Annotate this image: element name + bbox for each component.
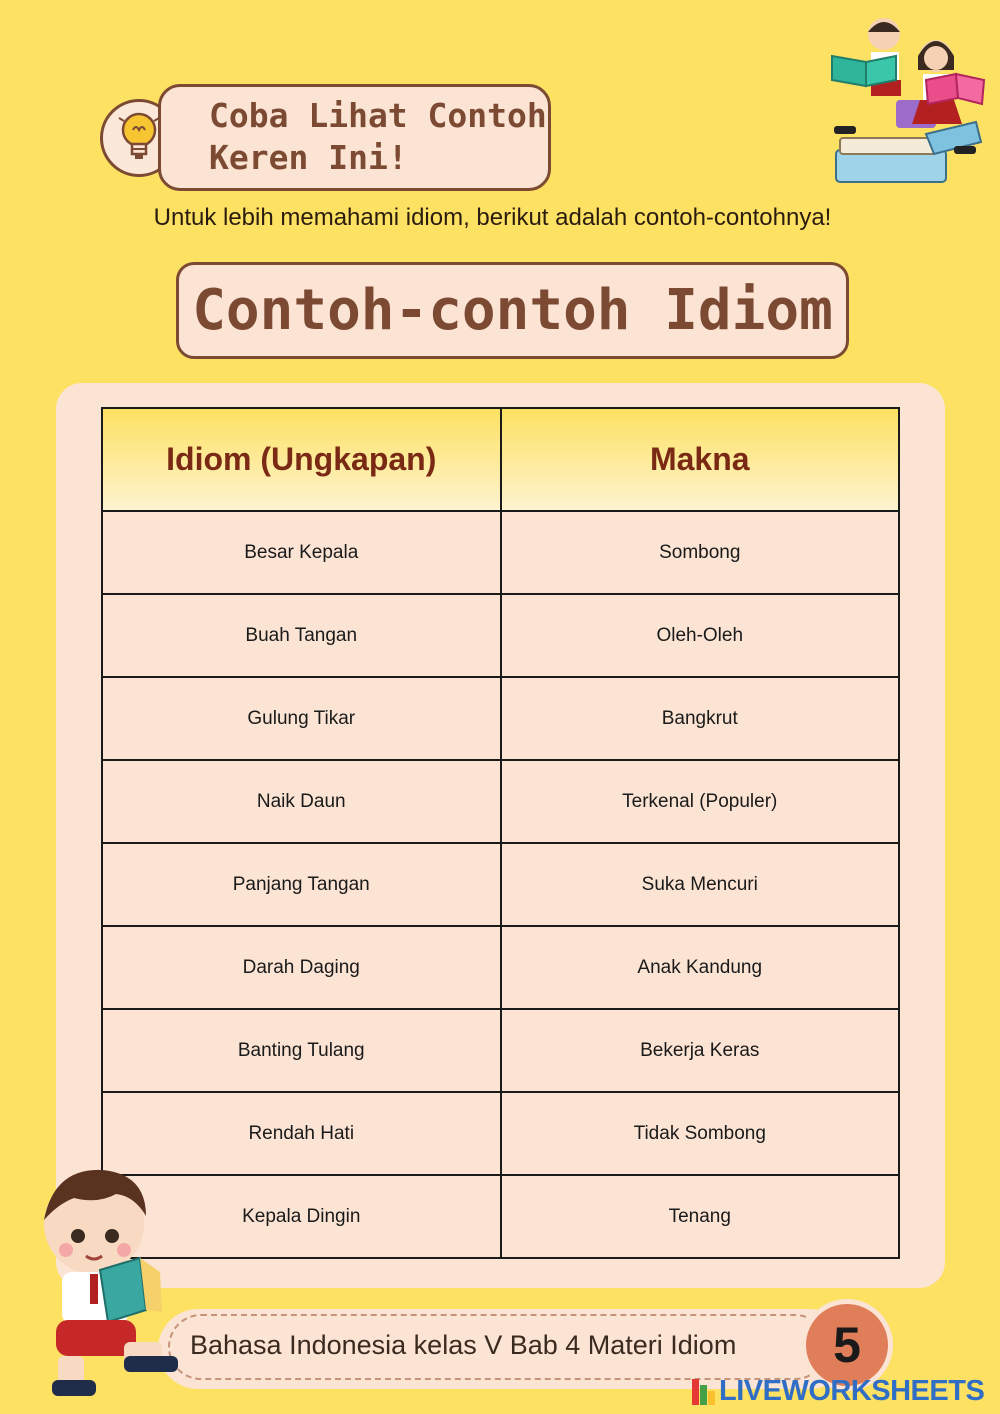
section-title-line2: Keren Ini!: [209, 138, 408, 177]
idiom-cell: Banting Tulang: [102, 1009, 501, 1092]
liveworksheets-watermark: [692, 1375, 984, 1408]
meaning-cell: Tenang: [501, 1175, 900, 1258]
table-row: [102, 843, 899, 926]
examples-heading-box: [176, 262, 849, 359]
page-number: 5: [806, 1304, 888, 1386]
section-title-line1: Coba Lihat Contoh: [209, 96, 547, 135]
meaning-cell: Terkenal (Populer): [501, 760, 900, 843]
meaning-cell: Anak Kandung: [501, 926, 900, 1009]
lightbulb-icon: [116, 110, 162, 166]
meaning-cell: Oleh-Oleh: [501, 594, 900, 677]
meaning-cell: Bangkrut: [501, 677, 900, 760]
reading-kids-illustration: [826, 14, 986, 186]
idiom-cell: Rendah Hati: [102, 1092, 501, 1175]
table-row: [102, 926, 899, 1009]
column-header-meaning: Makna: [501, 408, 900, 511]
boy-reading-illustration: [28, 1160, 178, 1400]
idiom-cell: Gulung Tikar: [102, 677, 501, 760]
meaning-cell: Tidak Sombong: [501, 1092, 900, 1175]
idiom-cell: Kepala Dingin: [102, 1175, 501, 1258]
idiom-table: [101, 407, 900, 1259]
examples-heading: Contoh-contoh Idiom: [192, 278, 833, 343]
idiom-cell: Panjang Tangan: [102, 843, 501, 926]
table-header-row: [102, 408, 899, 511]
table-row: [102, 1092, 899, 1175]
meaning-cell: Suka Mencuri: [501, 843, 900, 926]
watermark-text: LIVEWORKSHEETS: [719, 1375, 985, 1407]
idiom-cell: Darah Daging: [102, 926, 501, 1009]
liveworksheets-logo-icon: [692, 1379, 716, 1405]
idiom-cell: Besar Kepala: [102, 511, 501, 594]
table-row: [102, 1009, 899, 1092]
section-title-box: [158, 84, 551, 191]
meaning-cell: Sombong: [501, 511, 900, 594]
meaning-cell: Bekerja Keras: [501, 1009, 900, 1092]
table-row: [102, 594, 899, 677]
table-row: [102, 1175, 899, 1258]
idiom-cell: Naik Daun: [102, 760, 501, 843]
table-row: [102, 760, 899, 843]
footer-caption: Bahasa Indonesia kelas V Bab 4 Materi Idiom: [190, 1330, 737, 1360]
table-row: [102, 677, 899, 760]
intro-text: Untuk lebih memahami idiom, berikut adalah contoh-contohnya!: [153, 204, 832, 231]
table-row: [102, 511, 899, 594]
idiom-cell: Buah Tangan: [102, 594, 501, 677]
column-header-idiom: Idiom (Ungkapan): [102, 408, 501, 511]
